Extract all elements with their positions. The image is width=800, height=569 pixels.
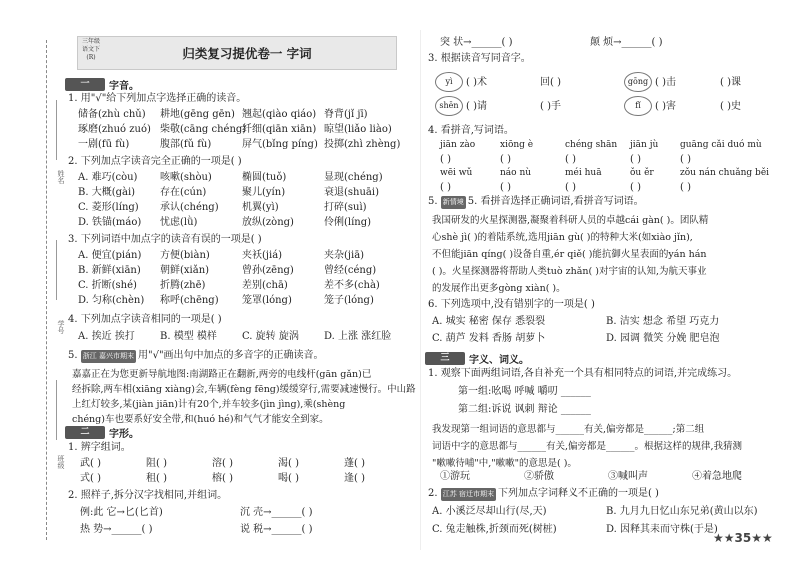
margin-rule (56, 380, 57, 440)
passage-line: 不但能jiān qíng( )设备自重,ér qiě( )能抗御火星表面的yán hán (432, 249, 707, 260)
q3-option: 夹杂(jiā) (324, 250, 365, 261)
q3-option: 差不多(chà) (324, 280, 380, 291)
q6-option: C. 葫芦 发料 香肠 胡萝卜 (432, 333, 546, 344)
question-4: 4. 下列加点字读音相同的一项是( ) (68, 314, 222, 325)
q3-option: 差别(chā) (242, 280, 288, 291)
column-divider (420, 30, 421, 550)
q2-option: 显现(chéng) (324, 172, 383, 183)
word-blank: 蓬( ) (344, 458, 365, 469)
word-blank: 喝( ) (278, 473, 299, 484)
q3-option: 笼罩(lóng) (242, 295, 292, 306)
answer-blank[interactable]: ( ) (500, 154, 511, 165)
page-number: ★★35★★ (713, 531, 773, 545)
q4-option: B. 模型 模样 (160, 331, 217, 342)
question-r3: 3. 根据读音写同音字。 (428, 53, 531, 64)
q4-option: D. 上涨 涨红脸 (324, 331, 392, 342)
q2-option: 打碎(suì) (324, 202, 367, 213)
grade-label (78, 38, 104, 62)
pinyin-text: guāng cǎi duó mù (680, 140, 762, 150)
section-heading (65, 77, 139, 92)
question-3-2-text: 下列加点字词释义不正确的一项是( ) (497, 488, 659, 499)
q3-option: B. 新鲜(xiān) (78, 265, 141, 276)
q2-option: D. 铁锚(máo) (78, 217, 142, 228)
q2-option: 承认(chéng) (160, 202, 219, 213)
pinyin-text: jiān zào (440, 140, 476, 150)
question-r6: 6. 下列选项中,没有错别字的一项是( ) (428, 299, 595, 310)
grade-text: 三年级 (81, 38, 100, 45)
source-tag: 浙江 嘉兴市期末 (81, 350, 136, 363)
pinyin-text: zǒu nán chuǎng běi (680, 168, 770, 178)
answer-blank[interactable]: ( ) (680, 154, 691, 165)
answer-blank[interactable]: ( ) (440, 154, 451, 165)
homophone-blank: ( )史 (720, 101, 741, 112)
q2-option: 椭圆(tuǒ) (242, 172, 287, 183)
question-r5: 5. 新情境 5. 看拼音选择正确词语,看拼音写词语。 (428, 196, 644, 207)
q2-option: 忧虑(lǜ) (160, 217, 198, 228)
homophone-blank: ( )请 (466, 101, 487, 112)
q6-option: D. 园调 微笑 分娩 肥皂泡 (606, 333, 720, 344)
q3-1-option: ①游玩 (440, 471, 470, 482)
word-blank: 租( ) (146, 473, 167, 484)
homophone-blank: ( )术 (466, 77, 487, 88)
pinyin-text: náo nù (500, 168, 532, 178)
section-badge: 二 (65, 426, 105, 439)
word-blank: 逢( ) (344, 473, 365, 484)
q3-2-option: A. 小溪泛尽却山行(尽,天) (432, 506, 547, 517)
answer-blank[interactable]: ( ) (440, 182, 451, 193)
question-5: 5. 浙江 嘉兴市期末 用"√"画出句中加点的多音字的正确读音。 (68, 350, 324, 361)
q2-option: 存在(cún) (160, 187, 207, 198)
pinyin-bubble: fǐ (624, 96, 652, 116)
homophone-blank: ( )害 (655, 101, 676, 112)
binding-line (46, 40, 47, 540)
group-1: 第一组:吆喝 呼喊 嚼叨 ______ (458, 386, 591, 397)
word-blank: 渴( ) (278, 458, 299, 469)
pinyin-text: ǒu ěr (630, 168, 654, 178)
q3-1-option: ②骄傲 (524, 471, 554, 482)
q2-option: 机翼(yì) (242, 202, 279, 213)
q1-option: 纤细(qiān xiān) (242, 124, 317, 135)
q6-option: B. 洁实 想念 希望 巧克力 (606, 316, 720, 327)
q3-option: 曾经(céng) (324, 265, 377, 276)
q3-option: 笼子(lóng) (324, 295, 374, 306)
q4-option: A. 挨近 挨打 (78, 331, 135, 342)
section-title: 字音。 (109, 81, 139, 92)
q3-option: D. 匀称(chèn) (78, 295, 145, 306)
q3-2-option: D. 因释其耒而守株(于是) (606, 524, 718, 535)
q2-option: A. 难巧(còu) (78, 172, 138, 183)
passage-line: 嘉嘉正在为您更新导航地图:南湖路正在翻新,两旁的电线杆(gān gǎn)已 (72, 369, 372, 380)
word-blank: 榕( ) (212, 473, 233, 484)
source-tag: 江苏 宿迁市期末 (441, 488, 496, 501)
q3-1-option: ③喊叫声 (608, 471, 648, 482)
split-item: 热 势→______( ) (80, 524, 153, 535)
q1-option: 屏气(bǐng píng) (242, 139, 318, 150)
homophone-blank: ( )手 (540, 101, 561, 112)
q3-option: 折腾(zhē) (160, 280, 206, 291)
split-item: 颠 烦→______( ) (590, 37, 663, 48)
passage-line: 我国研发的火星探测器,凝聚着科研人员的卓越cái gàn( )。团队精 (432, 215, 709, 226)
q3-2-option: B. 九月九日忆山东兄弟(黄山以东) (606, 506, 758, 517)
q3-option: A. 便宜(pián) (78, 250, 142, 261)
section-heading (425, 351, 529, 366)
question-3: 3. 下列词语中加点字的读音有误的一项是( ) (68, 234, 262, 245)
answer-blank[interactable]: ( ) (630, 182, 641, 193)
q2-option: 放纵(zòng) (242, 217, 294, 228)
q1-option: 耕地(gēng gēn) (160, 109, 235, 120)
pinyin-text: méi huā (565, 168, 602, 178)
section-badge: 三 (425, 352, 465, 365)
q3-option: 方便(biàn) (160, 250, 210, 261)
split-item: 突 状→______( ) (440, 37, 513, 48)
margin-label-name: 姓名 (57, 170, 65, 184)
q3-2-option: C. 兔走触株,折颈而死(树桩) (432, 524, 557, 535)
answer-blank[interactable]: ( ) (565, 182, 576, 193)
answer-blank[interactable]: ( ) (680, 182, 691, 193)
margin-rule (56, 100, 57, 160)
q2-option: 伶俐(líng) (324, 217, 372, 228)
split-item: 例:此 它→匕(匕首) (80, 507, 163, 518)
q2-option: 咳嗽(shòu) (160, 172, 212, 183)
question-1: 1. 用"√"给下列加点字选择正确的读音。 (68, 93, 247, 104)
homophone-blank: 回( ) (540, 77, 561, 88)
question-3-2: 2. 江苏 宿迁市期末 下列加点字词释义不正确的一项是( ) (428, 488, 659, 499)
q2-option: C. 菱形(líng) (78, 202, 139, 213)
q3-option: 称呼(chēng) (160, 295, 219, 306)
q2-option: 聚儿(yín) (242, 187, 286, 198)
passage-line: 经拆除,两车相(xiāng xiàng)会,车辆(fèng fēng)缓缓穿行,需要减速慢行。中山路 (72, 384, 416, 395)
margin-rule (56, 240, 57, 300)
pinyin-text: chéng shān (565, 140, 618, 150)
page-number-text: 35 (734, 531, 752, 545)
question-5-text: 用"√"画出句中加点的多音字的正确读音。 (137, 350, 324, 361)
question-r5-text: 5. 看拼音选择正确词语,看拼音写词语。 (467, 196, 644, 207)
q1-option: 翘起(qiào qiáo) (242, 109, 317, 120)
q1-option: 脊背(jǐ jī) (324, 109, 368, 120)
passage-line: "嗽嗽待哺"中,"嗽嗽"的意思是( )。 (432, 458, 577, 469)
margin-label-number: 学号 (57, 320, 65, 334)
q3-option: 曾孙(zēng) (242, 265, 294, 276)
homophone-blank: ( )课 (720, 77, 741, 88)
passage-line: 我发现第一组词语的意思都与______有关,偏旁都是______;第二组 (432, 424, 705, 435)
q1-option: 柴敬(cāng chéng) (160, 124, 247, 135)
section-heading (65, 425, 139, 440)
homophone-blank: ( )击 (655, 77, 676, 88)
page-title: 归类复习提优卷一 字词 (182, 46, 312, 61)
question-2-2: 2. 照样子,拆分汉字找相同,并组词。 (68, 490, 228, 501)
answer-blank[interactable]: ( ) (630, 154, 641, 165)
q3-option: C. 折断(shé) (78, 280, 137, 291)
q2-option: 衰退(shuāi) (324, 187, 379, 198)
passage-line: 的发展作出更多gòng xiàn( )。 (432, 283, 566, 294)
word-blank: 式( ) (80, 473, 101, 484)
q3-option: 朝鲜(xiǎn) (160, 265, 210, 276)
question-2: 2. 下列加点字读音完全正确的一项是( ) (68, 156, 242, 167)
pinyin-bubble: yì (435, 72, 463, 92)
pinyin-text: wēi wǔ (440, 168, 473, 178)
split-item: 沉 壳→______( ) (240, 507, 313, 518)
answer-blank[interactable]: ( ) (500, 182, 511, 193)
q1-option: 一剧(fū fù) (78, 139, 130, 150)
pinyin-bubble: gōng (624, 72, 652, 92)
answer-blank[interactable]: ( ) (565, 154, 576, 165)
q1-option: 腹部(fǔ fù) (160, 139, 212, 150)
word-blank: 溶( ) (212, 458, 233, 469)
passage-line: chéng)车也要系好安全带,和(huó hé)和气气才能安全到家。 (72, 414, 329, 425)
pinyin-bubble: shēn (435, 96, 463, 116)
section-badge: 一 (65, 78, 105, 91)
margin-label-class: 班级 (57, 455, 65, 469)
subject-text: 语文下 (81, 46, 100, 53)
word-blank: 阻( ) (146, 458, 167, 469)
question-2-1: 1. 辨字组词。 (68, 442, 131, 453)
q1-option: 投掷(zhì zhèng) (324, 139, 401, 150)
q3-option: 夹袄(jiá) (242, 250, 283, 261)
q6-option: A. 城实 秘密 保存 悉裂裂 (432, 316, 546, 327)
q1-option: 琢磨(zhuó zuó) (78, 124, 151, 135)
group-2: 第二组:诉说 讽刺 辩论 ______ (458, 404, 591, 415)
edition-text: (R) (86, 54, 96, 61)
question-r4: 4. 看拼音,写词语。 (428, 125, 514, 136)
pinyin-text: jiān jù (630, 140, 659, 150)
passage-line: 上红灯较多,某(jiàn jiān)计有20个,并车较多(jìn jìng),乘(shèng (72, 399, 346, 410)
pinyin-text: xiōng è (500, 140, 534, 150)
section-title: 字形。 (109, 429, 139, 440)
passage-line: 心shè jì( )的着陆系统,选用jiān gù( )的特种大米(如xiào jǐn), (432, 232, 693, 243)
word-blank: 武( ) (80, 458, 101, 469)
split-item: 说 税→______( ) (240, 524, 313, 535)
question-3-1: 1. 观察下面两组词语,各自补充一个具有相同特点的词语,并完成练习。 (428, 368, 738, 379)
source-tag: 新情境 (441, 196, 466, 209)
q1-option: 晾望(liǎo liào) (324, 124, 392, 135)
passage-line: 词语中字的意思都与______有关,偏旁都是______。根据这样的规律,我猜测 (432, 441, 743, 452)
q1-option: 储备(zhù chǔ) (78, 109, 146, 120)
q3-1-option: ④着急地爬 (692, 471, 742, 482)
q4-option: C. 旋转 旋涡 (242, 331, 299, 342)
section-title: 字义、词义。 (469, 355, 529, 366)
q2-option: B. 大概(gài) (78, 187, 136, 198)
passage-line: ( )。火星探测器将帮助人类tuò zhǎn( )对宇宙的认知,为航天事业 (432, 266, 707, 277)
